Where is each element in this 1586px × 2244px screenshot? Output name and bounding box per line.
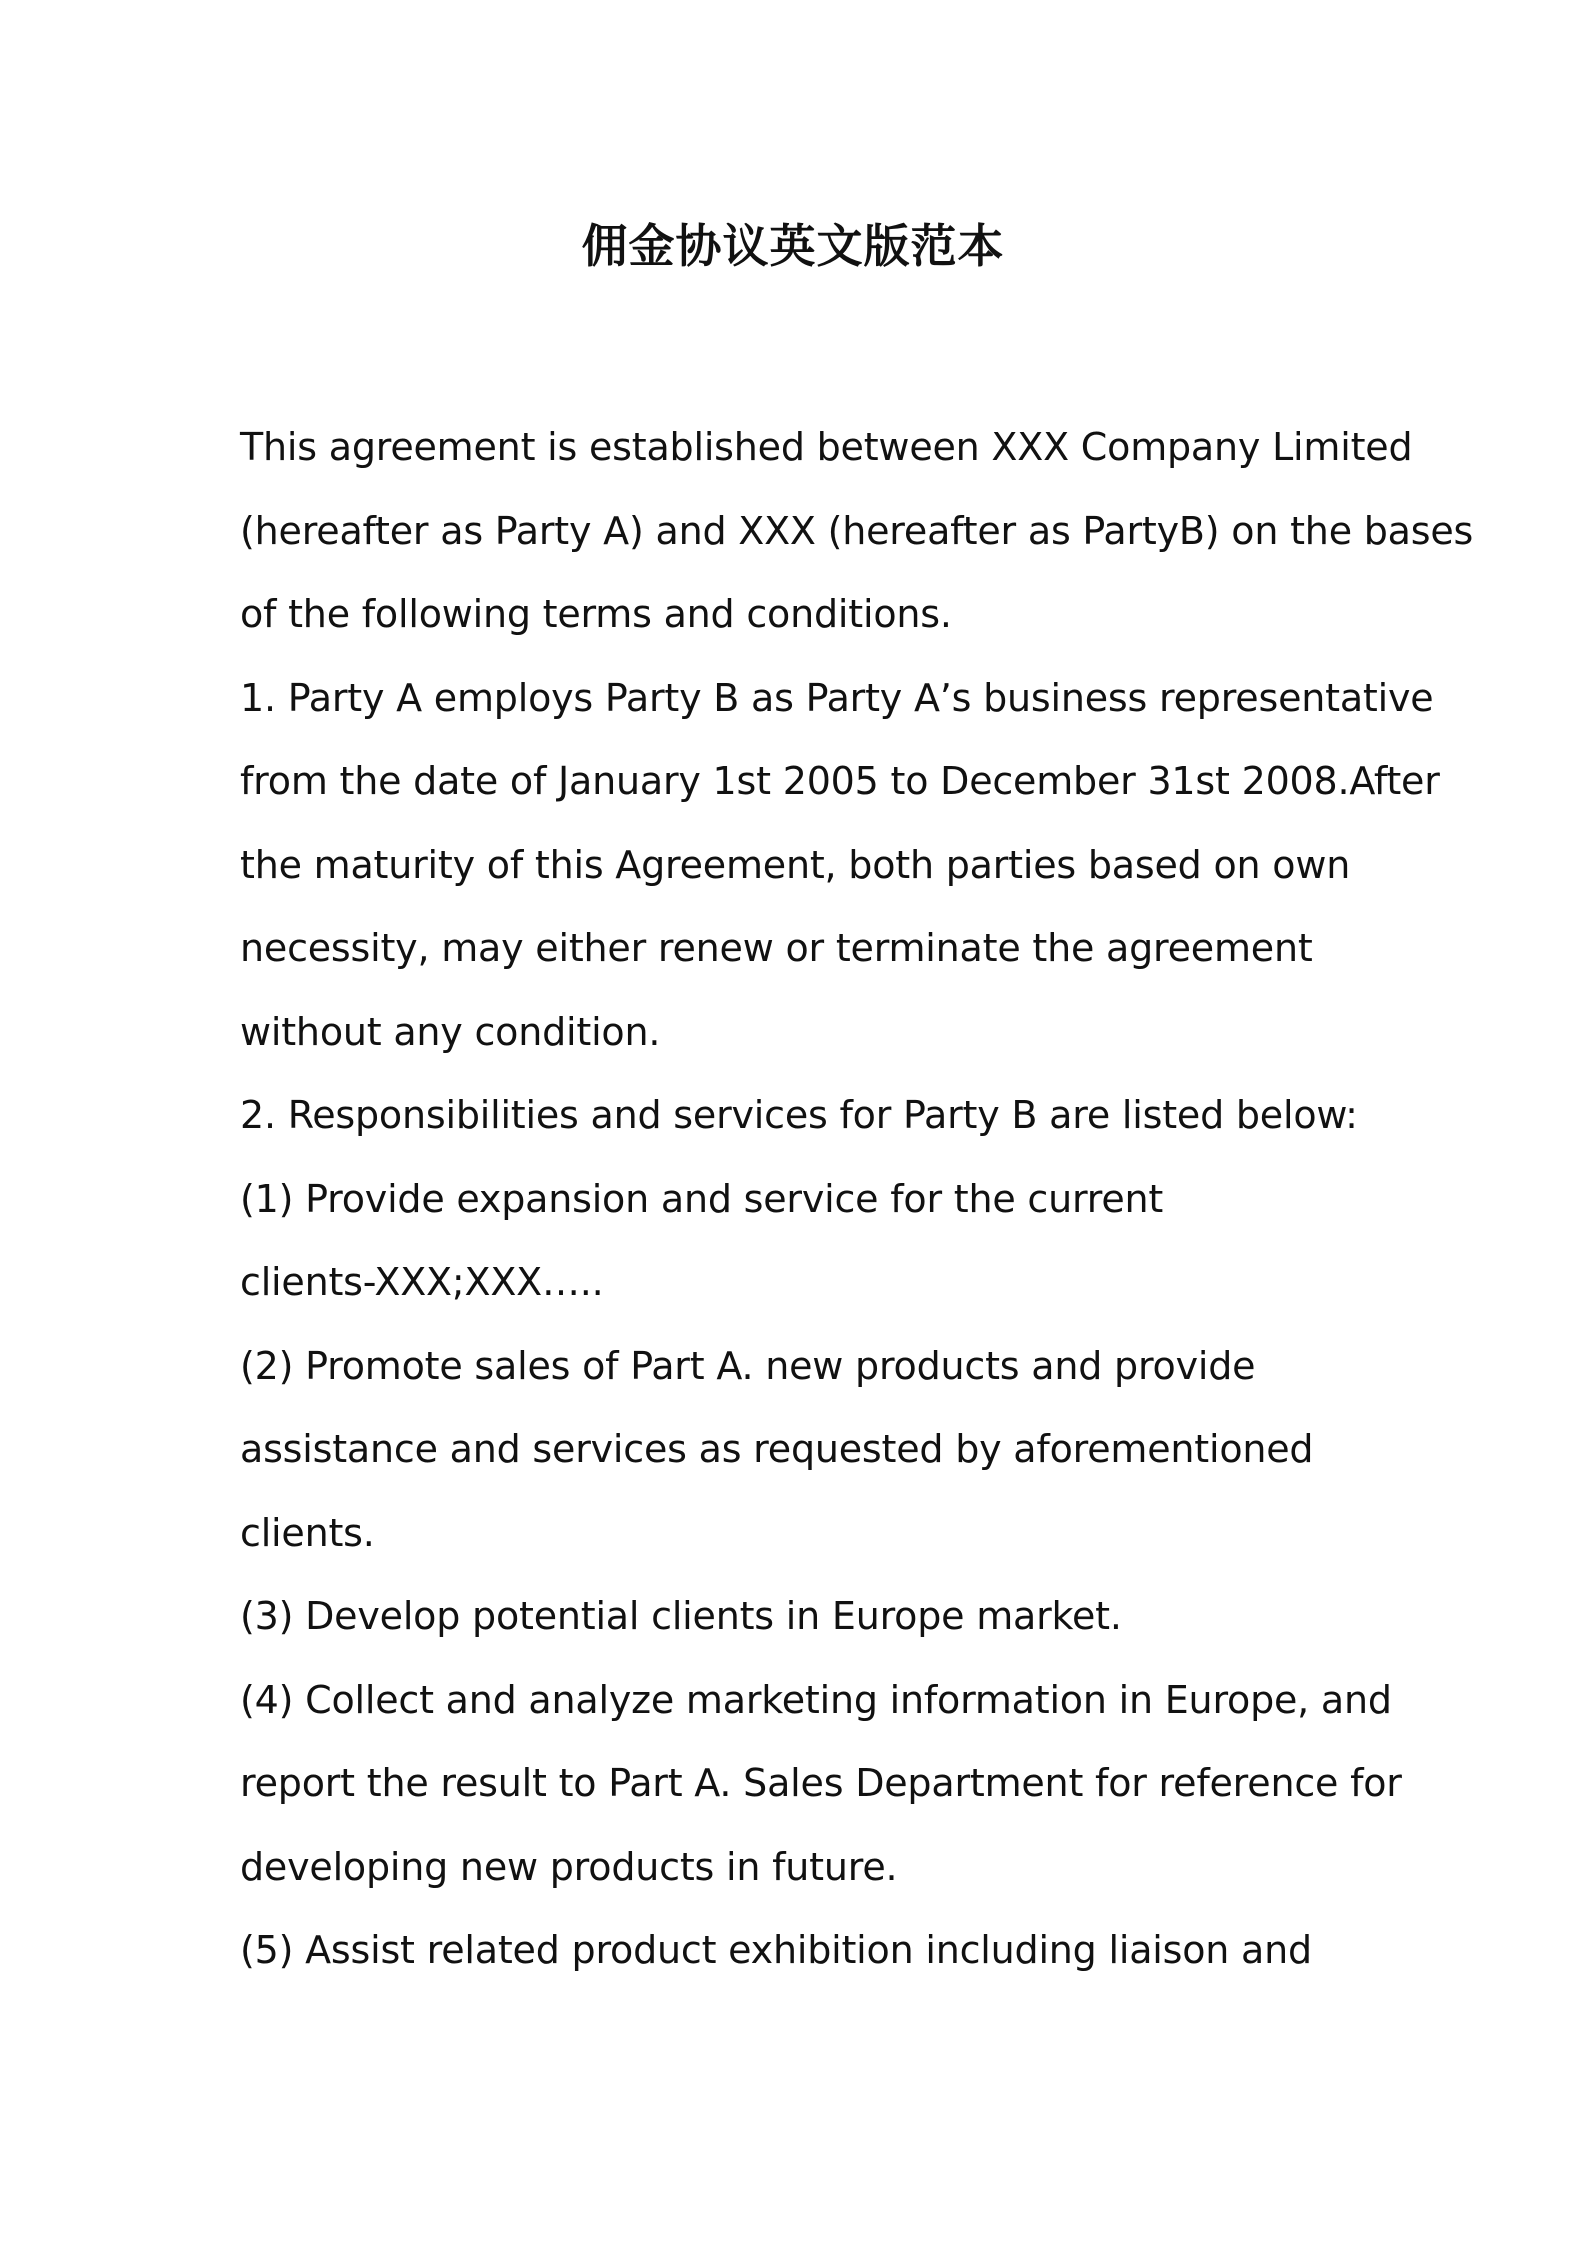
- body-line: developing new products in future.: [240, 1844, 898, 1889]
- body-line: the maturity of this Agreement, both parties based on own: [240, 842, 1351, 887]
- body-line: from the date of January 1st 2005 to December 31st 2008.After: [240, 759, 1440, 803]
- body-line: (1) Provide expansion and service for the current: [240, 1176, 1164, 1221]
- body-line: 2. Responsibilities and services for Party B are listed below:: [240, 1093, 1358, 1137]
- body-line: clients-XXX;XXX…..: [240, 1260, 604, 1304]
- body-line: assistance and services as requested by aforementioned: [240, 1427, 1314, 1471]
- body-line: (5) Assist related product exhibition including liaison and: [240, 1928, 1312, 1972]
- body-line: without any condition.: [240, 1009, 661, 1054]
- body-line: (2) Promote sales of Part A. new products and provide: [240, 1343, 1256, 1388]
- body-line: This agreement is established between XXX Company Limited: [240, 425, 1413, 469]
- body-line: (3) Develop potential clients in Europe market.: [240, 1594, 1122, 1638]
- body-line: clients.: [240, 1510, 375, 1555]
- body-line: (hereafter as Party A) and XXX (hereafter as PartyB) on the bases: [240, 508, 1474, 553]
- body-line: report the result to Part A. Sales Department for reference for: [240, 1761, 1402, 1805]
- body-line: (4) Collect and analyze marketing information in Europe, and: [240, 1677, 1392, 1722]
- body-line: 1. Party A employs Party B as Party A’s business representative: [240, 675, 1434, 720]
- body-line: necessity, may either renew or terminate the agreement: [240, 926, 1313, 970]
- document-title: 佣金协议英文版范本: [581, 219, 1005, 273]
- document-body: [240, 406, 1474, 1993]
- body-line: of the following terms and conditions.: [240, 592, 952, 636]
